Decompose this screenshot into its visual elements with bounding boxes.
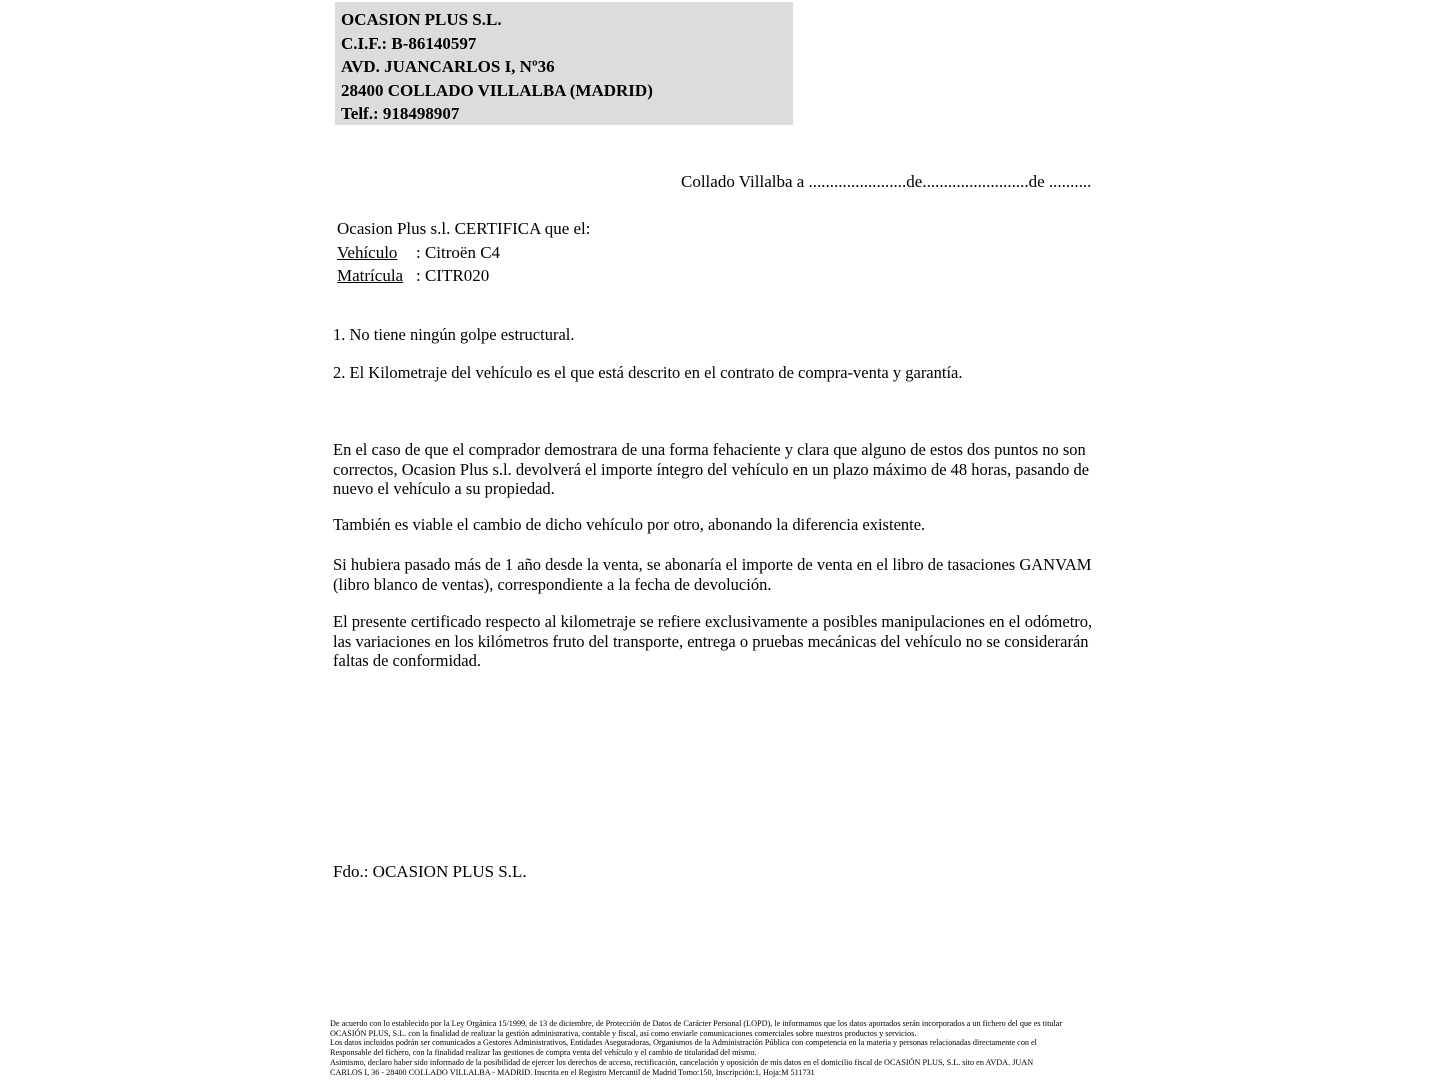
legal-line: Responsable del fichero, con la finalidad realizar las gestiones de compra venta del vehículo y el cambio de titularidad del mismo.: [330, 1048, 757, 1058]
exchange-clause-paragraph: También es viable el cambio de dicho vehículo por otro, abonando la diferencia existente.: [333, 515, 926, 534]
legal-line: De acuerdo con lo establecido por la Ley Orgánica 15/1999, de 13 de diciembre, de Protección de Datos de Carácter Personal (LOPD), le informamos que los datos aportados serán incorporados a un fichero del que es titular: [330, 1019, 1063, 1028]
certify-intro: Ocasion Plus s.l. CERTIFICA que el:: [337, 219, 591, 238]
refund-clause-paragraph: En el caso de que el comprador demostrara de una forma fehaciente y clara que alguno de estos dos puntos no son correctos, Ocasion Plus s.l. devolverá el importe íntegro del vehículo en un plazo máximo de 48 horas, pasando de nuevo el vehículo a su propiedad.: [333, 440, 1090, 499]
ganvam-clause-paragraph: Si hubiera pasado más de 1 año desde la venta, se abonaría el importe de venta en el libro de tasaciones GANVAM (libro blanco de ventas), correspondiente a la fecha de devolución.: [333, 555, 1092, 594]
legal-fine-print: [330, 1019, 1120, 1077]
company-name: OCASION PLUS S.L.: [341, 10, 502, 29]
certify-block: [337, 217, 591, 288]
vehicle-label: Vehículo: [337, 242, 398, 262]
vehicle-value: : Citroën C4: [416, 242, 501, 262]
company-header-box: [335, 2, 793, 125]
plate-field: [337, 264, 591, 288]
company-city: 28400 COLLADO VILLALBA (MADRID): [341, 80, 653, 100]
certified-point-2: 2. El Kilometraje del vehículo es el que está descrito en el contrato de compra-venta y garantía.: [333, 363, 963, 382]
plate-value: : CITR020: [416, 266, 490, 286]
legal-line: Los datos incluidos podrán ser comunicados a Gestores Administrativos, Entidades Aseguradoras, Organismos de la Administración Pública con competencia en la materia y personas relacionadas directamente con el: [330, 1038, 1037, 1048]
legal-line: Asimismo, declaro haber sido informado de la posibilidad de ejercer los derechos de acceso, rectificación, cancelación y oposición de mis datos en el domicilio fiscal de OCASIÓN PLUS, S.L. sito en AVDA. JUAN: [330, 1057, 1034, 1067]
company-address: AVD. JUANCARLOS I, Nº36: [341, 57, 555, 76]
signature-line: Fdo.: OCASION PLUS S.L.: [333, 862, 527, 881]
legal-line: OCASIÓN PLUS, S.L. con la finalidad de realizar la gestión administrativa, contable y fiscal, así como enviarle comunicaciones comerciales sobre nuestros productos y servicios.: [330, 1028, 917, 1038]
plate-label: Matrícula: [337, 266, 404, 286]
vehicle-field: [337, 241, 591, 265]
legal-line: CARLOS I, 36 - 28400 COLLADO VILLALBA - MADRID. Inscrita en el Registro Mercantil de Madrid Tomo:150, Inscripción:1, Hoja:M 511731: [330, 1067, 815, 1077]
company-cif: C.I.F.: B-86140597: [341, 33, 477, 53]
company-phone: Telf.: 918498907: [341, 104, 460, 123]
certified-point-1: 1. No tiene ningún golpe estructural.: [333, 325, 575, 344]
odometer-clause-paragraph: El presente certificado respecto al kilometraje se refiere exclusivamente a posibles manipulaciones en el odómetro, las variaciones en los kilómetros fruto del transporte, entrega o pruebas mecánicas del vehículo no se considerarán faltas de conformidad.: [333, 612, 1093, 671]
date-line: Collado Villalba a .......................de.........................de ..........: [681, 172, 1092, 191]
